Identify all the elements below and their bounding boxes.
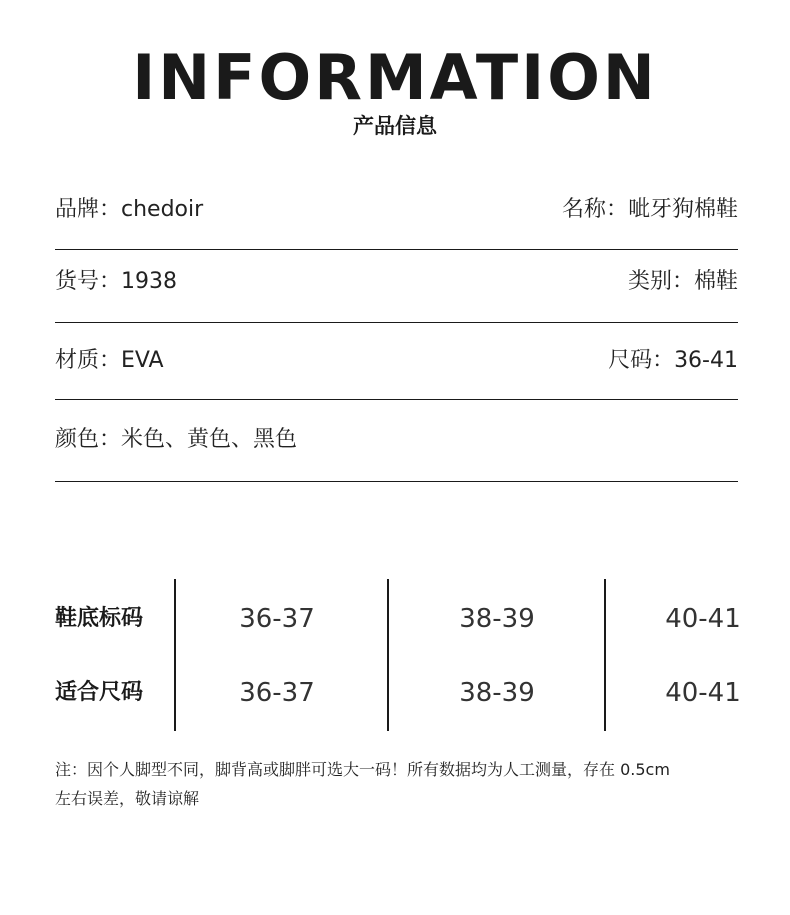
category-text: 类别：棉鞋 [627,269,738,294]
table-cell: 36-37 [239,678,315,708]
table-cell: 38-39 [459,678,535,708]
table-cell: 40-41 [665,604,741,634]
divider [55,249,738,250]
divider [55,322,738,323]
info-row-material-size [55,341,738,381]
info-row-brand-name [55,190,738,230]
fit-size-label: 适合尺码 [55,680,144,705]
product-name-text: 名称：呲牙狗棉鞋 [561,197,738,222]
info-row-color [55,420,738,460]
item-number-text: 货号：1938 [55,269,177,294]
note-line-2: 左右误差，敬请谅解 [55,789,200,808]
material-text: 材质：EVA [55,348,164,373]
divider [55,399,738,400]
table-column-divider [174,579,176,731]
color-text: 颜色：米色、黄色、黑色 [55,427,298,452]
table-cell: 40-41 [665,678,741,708]
table-cell: 38-39 [459,604,535,634]
page-subtitle: 产品信息 [353,114,437,138]
brand-text: 品牌：chedoir [55,197,204,222]
table-column-divider [387,579,389,731]
divider [55,481,738,482]
size-range-text: 尺码：36-41 [608,348,738,373]
info-row-item-category [55,262,738,302]
table-column-divider [604,579,606,731]
table-cell: 36-37 [239,604,315,634]
note-line-1: 注：因个人脚型不同，脚背高或脚胖可选大一码！所有数据均为人工测量，存在 0.5cm [55,760,670,779]
page-title: INFORMATION [132,41,658,114]
sole-size-label: 鞋底标码 [55,606,144,631]
